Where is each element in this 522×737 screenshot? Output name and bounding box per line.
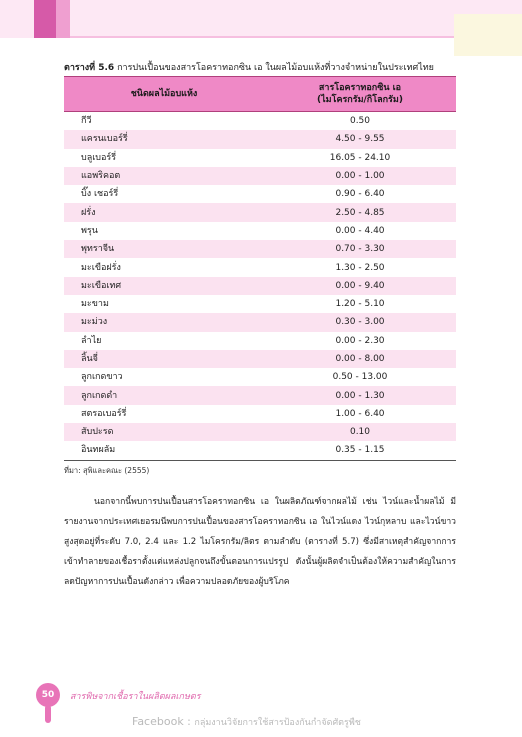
fruit-name: มะขาม [81, 299, 109, 310]
header-band [0, 0, 522, 38]
ochratoxin-value: 0.50 - 13.00 [332, 372, 388, 383]
table-row [64, 149, 456, 167]
header-accent-bar-light [56, 0, 70, 38]
ochratoxin-value: 0.00 - 2.30 [335, 335, 385, 346]
fruit-name: แครนเบอร์รี่ [64, 130, 264, 148]
table-caption-label: ตารางที่ 5.6 [64, 63, 115, 73]
ochratoxin-value: 2.50 - 4.85 [264, 203, 456, 221]
fruit-name: มะเขือเทศ [64, 277, 264, 295]
fruit-name: อินทผลัม [64, 441, 264, 460]
fruit-name: บิ๊ง เชอร์รี่ [81, 189, 119, 200]
page-number-badge: 50 [36, 683, 60, 707]
fruit-name: สตรอเบอร์รี่ [81, 408, 127, 419]
table-row [64, 222, 456, 240]
table-row [64, 295, 456, 313]
fruit-name: ลูกเกดดำ [64, 386, 264, 404]
table-row [64, 386, 456, 404]
fruit-name: ลิ้นจี่ [64, 350, 264, 368]
ochratoxin-value: 0.10 [264, 423, 456, 441]
ochratoxin-value: 4.50 - 9.55 [264, 130, 456, 148]
header-fruit-type: ชนิดผลไม้อบแห้ง [64, 77, 264, 112]
table-row [64, 405, 456, 423]
table-row [64, 368, 456, 386]
ochratoxin-value: 1.30 - 2.50 [335, 262, 385, 273]
fruit-name: ลำไย [81, 335, 102, 346]
fruit-name: ฝรั่ง [64, 203, 264, 221]
ochratoxin-value: 0.50 [349, 116, 371, 127]
ochratoxin-value: 0.30 - 3.00 [264, 313, 456, 331]
body-paragraph [64, 492, 456, 592]
fruit-name: บลูเบอร์รี่ [81, 152, 117, 163]
ochratoxin-table [64, 76, 456, 461]
facebook-watermark [132, 715, 361, 729]
footer-book-title: สารพิษจากเชื้อราในผลิตผลเกษตร [70, 692, 201, 702]
ochratoxin-value: 0.00 - 8.00 [264, 350, 456, 368]
header-ochratoxin-line2: (ไมโครกรัม/กิโลกรัม) [317, 95, 403, 105]
fruit-name: แอพริคอต [64, 167, 264, 185]
table-row [64, 112, 456, 131]
header-accent-bar [34, 0, 56, 38]
table-row [64, 332, 456, 350]
table-row [64, 258, 456, 276]
table-source-note: ที่มา: สุพิและคณะ (2555) [64, 466, 150, 475]
fruit-name: สับปะรด [64, 423, 264, 441]
fruit-name: พรุน [81, 225, 98, 236]
body-paragraph-text: นอกจากนี้พบการปนเปื้อนสารโอคราทอกซิน เอ ในผลิตภัณฑ์จากผลไม้ เช่น ไวน์และน้ำผลไม้ มีรายงานจากประเทศเยอรมนีพบการปนเปื้อนของสารโอคราทอกซิน เอ ในไวน์แดง ไวน์กุหลาบ และไวน์ขาว สูงสุดอยู่ที่ระดับ 7.0, 2.4 และ 1.2 ไมโครกรัม/ลิตร ตามลำดับ (ตารางที่ 5.7) ซึ่งมีสาเหตุสำคัญจากการเข้าทำลายของเชื้อราตั้งแต่แหล่งปลูกจนถึงขั้นตอนการแปรรูป ดังนั้นผู้ผลิตจำเป็นต้องให้ความสำคัญในการลดปัญหาการปนเปื้อนดังกล่าว เพื่อความปลอดภัยของผู้บริโภค [64, 497, 456, 587]
table-row [64, 240, 456, 258]
table-row [64, 185, 456, 203]
header-ochratoxin-line1: สารโอคราทอกซิน เอ [318, 83, 402, 93]
table-row [64, 423, 456, 441]
table-row [64, 313, 456, 331]
fruit-name: มะเขือฝรั่ง [81, 262, 121, 273]
table-row [64, 167, 456, 185]
ochratoxin-value: 0.90 - 6.40 [335, 189, 385, 200]
ochratoxin-value: 1.00 - 6.40 [335, 408, 385, 419]
header-ochratoxin [264, 77, 456, 112]
fruit-name: กีวี [81, 116, 92, 127]
ochratoxin-value: 0.00 - 1.00 [264, 167, 456, 185]
table-row [64, 350, 456, 368]
footer-ornament-stem [45, 705, 51, 723]
table-row [64, 441, 456, 460]
table-row [64, 203, 456, 221]
table-caption [64, 60, 464, 74]
ochratoxin-value: 1.20 - 5.10 [335, 299, 385, 310]
ochratoxin-value: 0.35 - 1.15 [264, 441, 456, 460]
corner-decoration [454, 14, 522, 56]
fruit-name: พุทราจีน [64, 240, 264, 258]
watermark-brand: Facebook : [132, 715, 191, 728]
table-row [64, 277, 456, 295]
ochratoxin-value: 0.70 - 3.30 [264, 240, 456, 258]
ochratoxin-value: 0.00 - 9.40 [264, 277, 456, 295]
ochratoxin-value: 0.00 - 1.30 [264, 386, 456, 404]
table-header-row [64, 77, 456, 112]
ochratoxin-value: 0.00 - 4.40 [335, 225, 385, 236]
watermark-text: กลุ่มงานวิจัยการใช้สารป้องกันกำจัดศัตรูพืช [194, 718, 361, 728]
fruit-name: ลูกเกดขาว [81, 372, 123, 383]
fruit-name: มะม่วง [64, 313, 264, 331]
ochratoxin-value: 16.05 - 24.10 [329, 152, 391, 163]
table-row [64, 130, 456, 148]
table-caption-text: การปนเปื้อนของสารโอคราทอกซิน เอ ในผลไม้อบแห้งที่วางจำหน่ายในประเทศไทย [117, 63, 434, 73]
